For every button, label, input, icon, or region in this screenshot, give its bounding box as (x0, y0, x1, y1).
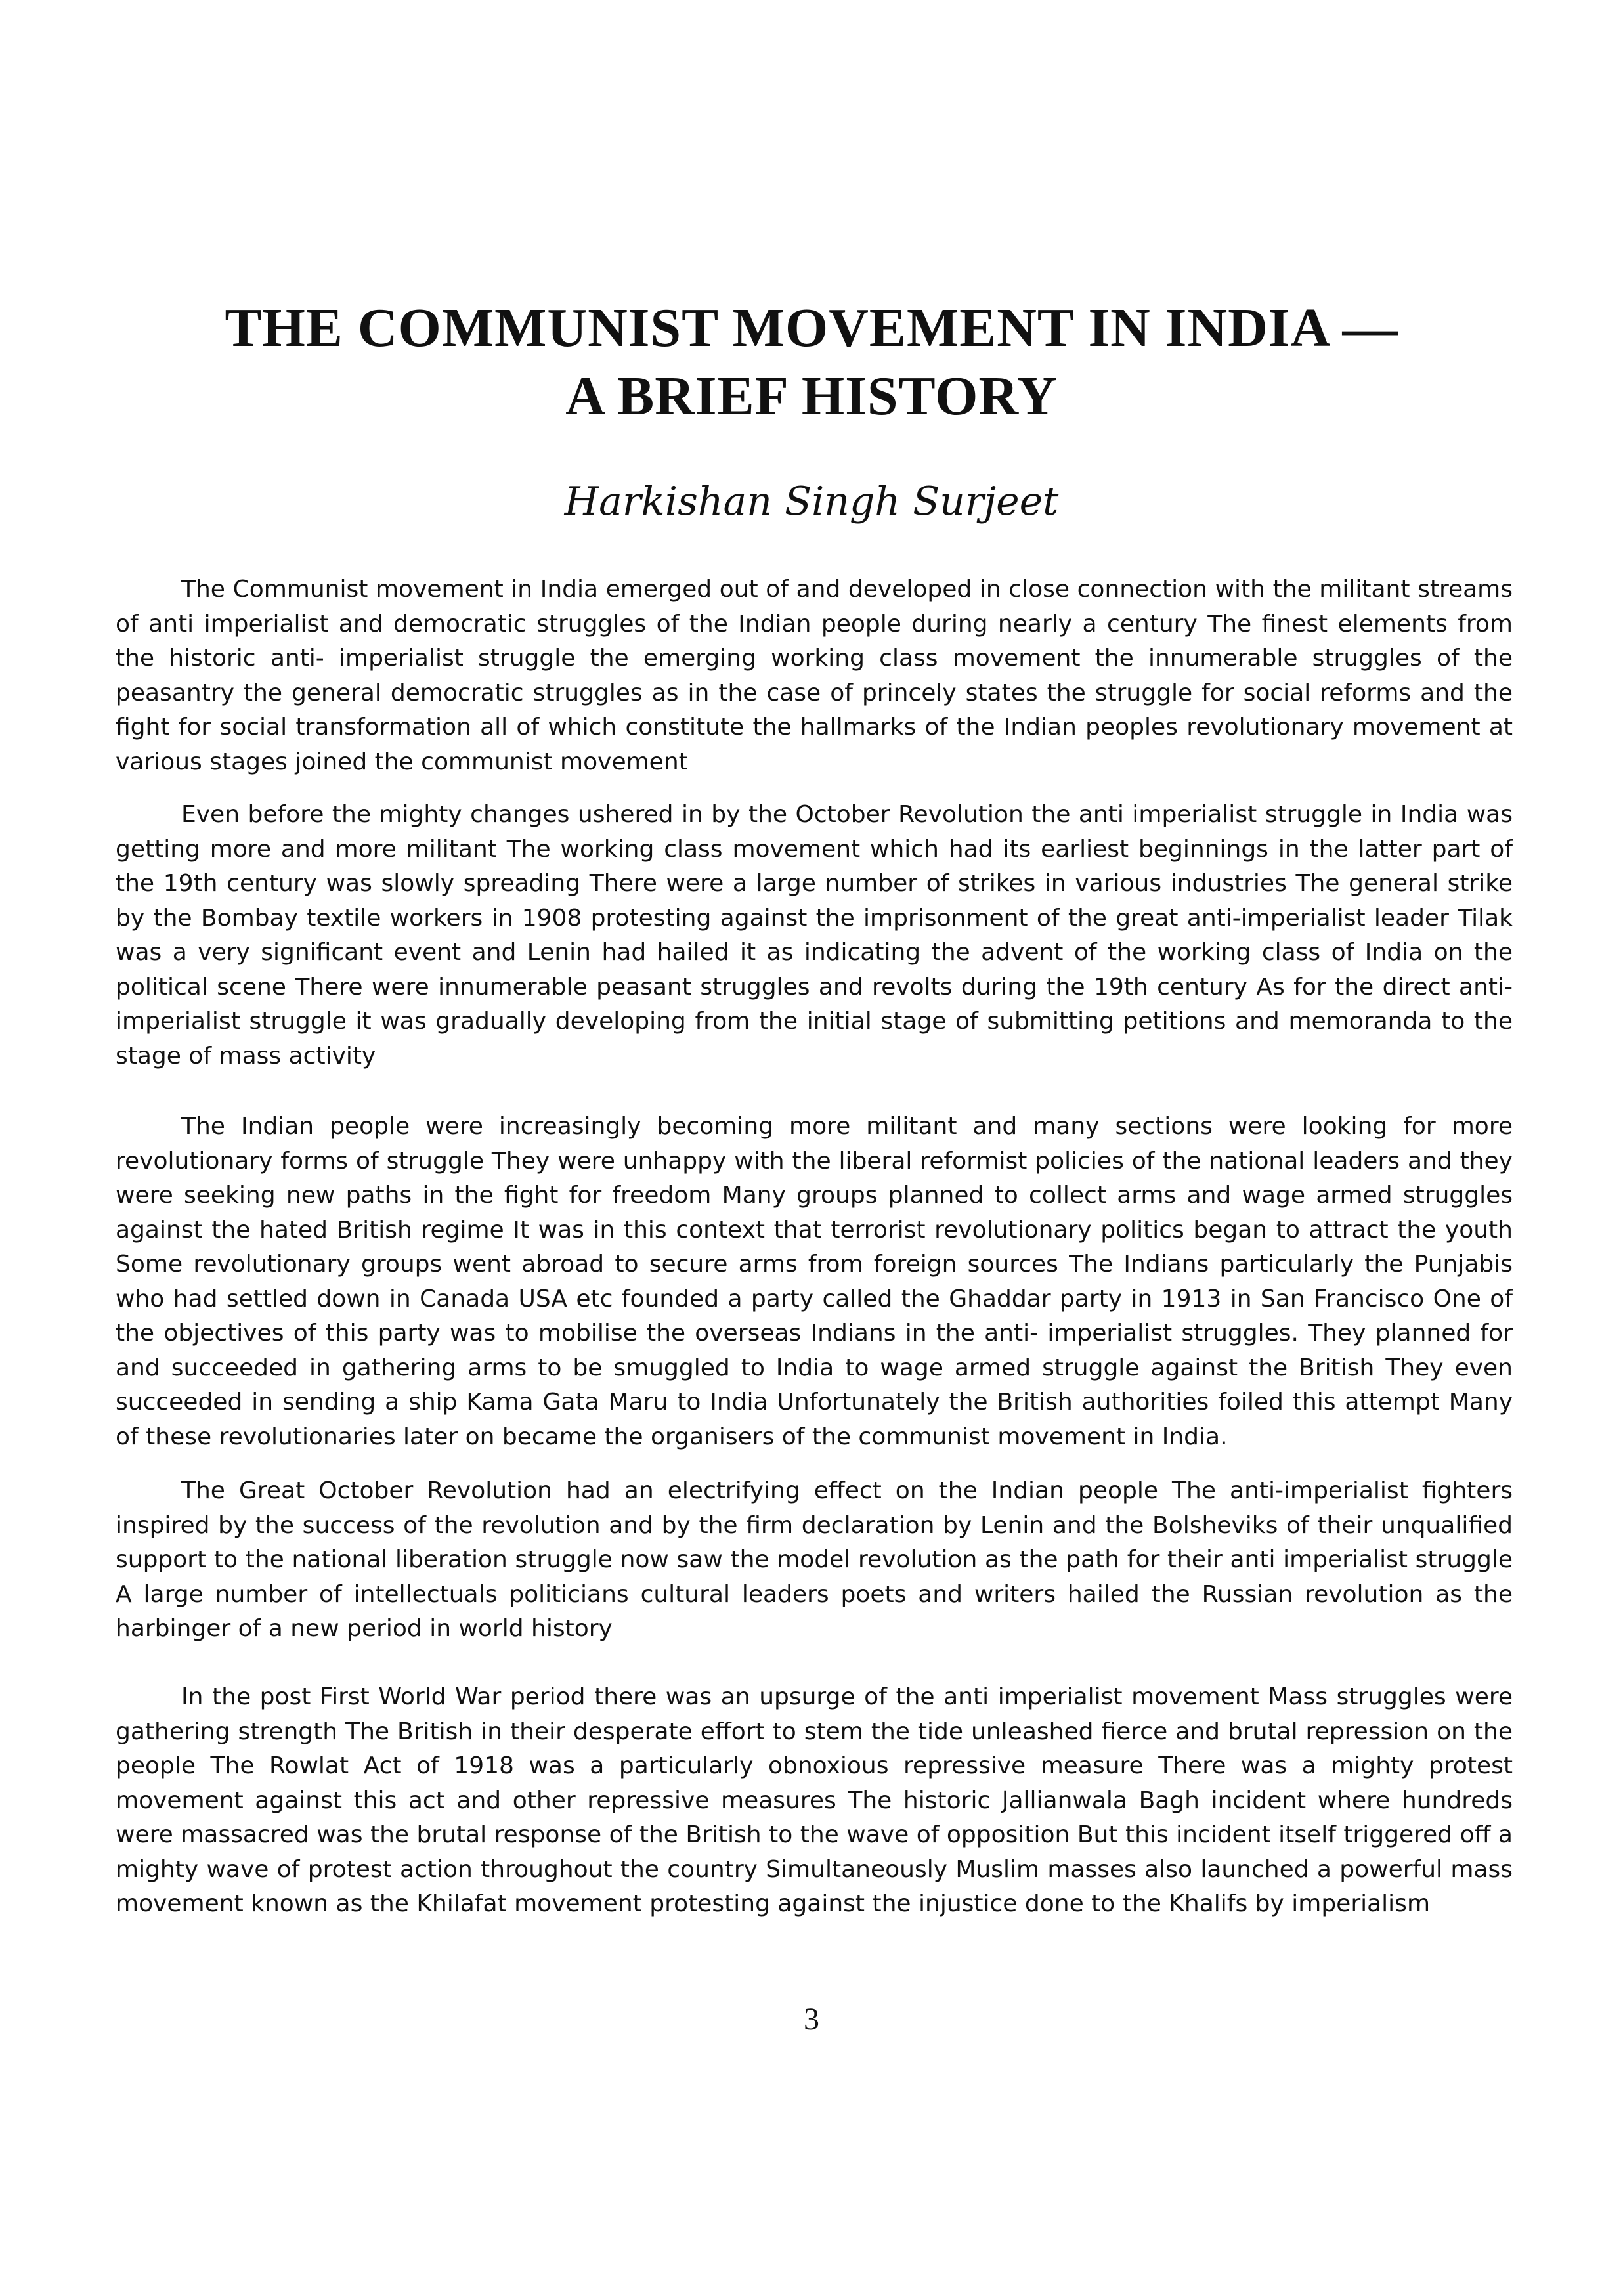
body-paragraph: In the post First World War period there was an upsurge of the anti imperialist movement Mass struggles were gathering strength The British in their desperate effort to stem the tide unleashed fierce and brutal repression on the people The Rowlat Act of 1918 was a particularly obnoxious repressive measure There was a mighty protest movement against this act and other repressive measures The historic Jallianwala Bagh incident where hundreds were massacred was the brutal response of the British to the wave of opposition But this incident itself triggered off a mighty wave of protest action throughout the country Simultaneously Muslim masses also launched a powerful mass movement known as the Khilafat movement protesting against the injustice done to the Khalifs by imperialism (116, 1683, 1513, 1917)
body-paragraph: Even before the mighty changes ushered in by the October Revolution the anti imperialist struggle in India was getting more and more militant The working class movement which had its earliest beginnings in the latter part of the 19th century was slowly spreading There were a large number of strikes in various industries The general strike by the Bombay textile workers in 1908 protesting against the imprisonment of the great anti-imperialist leader Tilak was a very significant event and Lenin had hailed it as indicating the advent of the working class of India on the political scene There were innumerable peasant struggles and revolts during the 19th century As for the direct anti-imperialist struggle it was gradually developing from the initial stage of submitting petitions and memoranda to the stage of mass activity (116, 801, 1513, 1070)
page-number: 3 (804, 2002, 819, 2037)
body-paragraph: The Indian people were increasingly becoming more militant and many sections were looking for more revolutionary forms of struggle They were unhappy with the liberal reformist policies of the national leaders and they were seeking new paths in the fight for freedom Many groups planned to collect arms and wage armed struggles against the hated British regime It was in this context that terrorist revolutionary politics began to attract the youth Some revolutionary groups went abroad to secure arms from foreign sources The Indians particularly the Punjabis who had settled down in Canada USA etc founded a party called the Ghaddar party in 1913 in San Francisco One of the objectives of this party was to mobilise the overseas Indians in the anti- imperialist struggles. They planned for and succeeded in gathering arms to be smuggled to India to wage armed struggle against the British They even succeeded in sending a ship Kama Gata Maru to India Unfortunately the British authorities foiled this attempt Many of these revolutionaries later on became the organisers of the communist movement in India. (116, 1113, 1513, 1450)
page-title (0, 294, 1623, 431)
body-paragraph: The Great October Revolution had an electrifying effect on the Indian people The anti-imperialist fighters inspired by the success of the revolution and by the firm declaration by Lenin and the Bolsheviks of their unqualified support to the national liberation struggle now saw the model revolution as the path for their anti imperialist struggle A large number of intellectuals politicians cultural leaders poets and writers hailed the Russian revolution as the harbinger of a new period in world history (116, 1477, 1513, 1642)
title-line-1: THE COMMUNIST MOVEMENT IN INDIA — (225, 297, 1398, 358)
body-paragraph: The Communist movement in India emerged out of and developed in close connection with the militant streams of anti imperialist and democratic struggles of the Indian people during nearly a century The finest elements from the historic anti- imperialist struggle the emerging working class movement the innumerable struggles of the peasantry the general democratic struggles as in the case of princely states the struggle for social reforms and the fight for social transformation all of which constitute the hallmarks of the Indian peoples revolutionary movement at various stages joined the communist movement (116, 576, 1513, 775)
author-byline: Harkishan Singh Surjeet (564, 479, 1059, 525)
title-line-2: A BRIEF HISTORY (565, 366, 1058, 427)
